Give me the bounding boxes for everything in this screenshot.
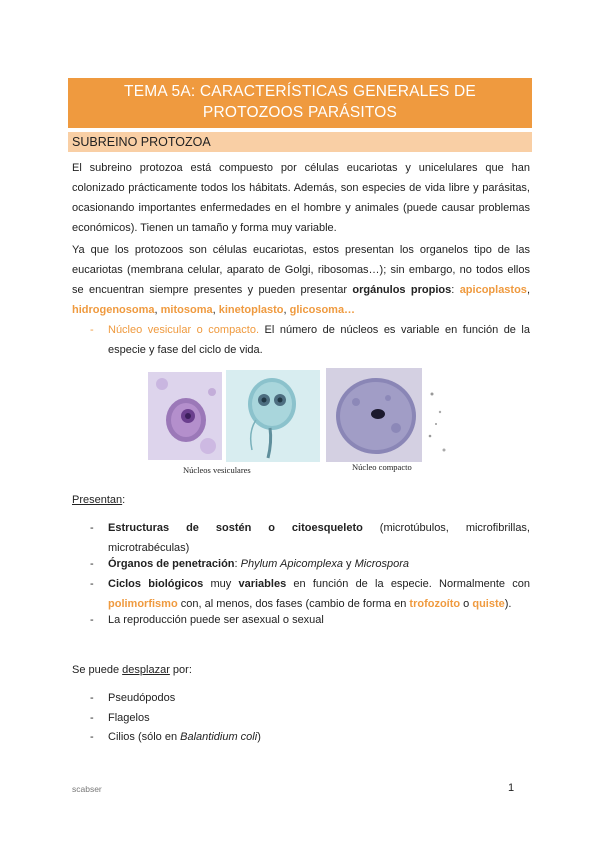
organelle-apicoplastos: apicoplastos	[459, 284, 527, 296]
organos-bold: Órganos de penetración	[108, 558, 235, 570]
ciclos-t5: ).	[504, 598, 512, 610]
organelles-text: Ya que los protozoos son células eucariotas, estos presentan los organelos tipo de las eucariotas (membrana celular, aparato de Golgi, ribosomas…); sin embargo, no todos ellos se encuentran siempre presentes y pueden presentar	[72, 244, 530, 296]
desplazar-t1: Se puede	[72, 664, 123, 676]
reproduccion-text: La reproducción puede ser asexual o sexual	[108, 614, 324, 626]
figure-specks	[426, 372, 450, 458]
nucleus-text: El número de núcleos es variable en función de la especie y fase del ciclo de vida.	[108, 324, 530, 356]
presentan-label: Presentan	[72, 494, 123, 506]
cilios-italic: Balantidium coli	[180, 731, 258, 743]
nucleus-highlight: Núcleo vesicular o compacto.	[108, 324, 260, 336]
bullet-dash: -	[90, 324, 94, 336]
caption-vesicular: Núcleos vesiculares	[183, 465, 251, 475]
flagelos-text: Flagelos	[108, 712, 150, 724]
presentan-colon: :	[122, 494, 126, 506]
micrograph-compact	[326, 368, 422, 462]
page-number: 1	[508, 782, 515, 794]
cilios-end: )	[257, 731, 261, 743]
bullet-pseudopodos: - Pseudópodos	[90, 692, 176, 704]
micrograph-vesicular-2	[226, 370, 320, 462]
organelle-glicosoma: glicosoma…	[289, 304, 356, 316]
pseudopodos-text: Pseudópodos	[108, 692, 176, 704]
footer-author: scabser	[72, 784, 102, 794]
ciclos-bold: Ciclos biológicos	[108, 578, 204, 590]
bullet-cilios: - Cilios (sólo en Balantidium coli)	[90, 731, 261, 743]
page-title	[68, 78, 532, 128]
desplazar-heading	[72, 660, 530, 680]
title-line-2: PROTOZOOS PARÁSITOS	[202, 104, 398, 121]
organos-italic-1: Phylum Apicomplexa	[240, 558, 343, 570]
organos-and: y	[342, 558, 355, 570]
caption-compact: Núcleo compacto	[352, 462, 412, 472]
sep: ,	[212, 304, 219, 316]
ciclos-t1: muy	[203, 578, 239, 590]
ciclos-t3: con, al menos, dos fases (cambio de forma en	[177, 598, 410, 610]
ciclos-t4: o	[460, 598, 473, 610]
intro-paragraph: El subreino protozoa está compuesto por células eucariotas y unicelulares que han colonizado prácticamente todos los hábitats. Además, son especies de vida libre y parásitas, ocasionando importantes enfermedades en el hombre y animales (puede causar problemas económicos). Tienen un tamaño y forma muy variable.	[72, 162, 530, 234]
organelle-mitosoma: mitosoma	[160, 304, 213, 316]
bullet-flagelos: - Flagelos	[90, 712, 150, 724]
organelles-paragraph	[72, 240, 530, 320]
ciclos-bold-2: variables	[238, 578, 287, 590]
presentan-heading	[72, 490, 530, 510]
section-heading: SUBREINO PROTOZOA	[68, 132, 532, 152]
sep: ,	[526, 284, 530, 296]
desplazar-underline: desplazar	[122, 664, 170, 676]
trofozoito: trofozoíto	[409, 598, 461, 610]
bullet-reproduccion: - La reproducción puede ser asexual o sexual	[90, 614, 324, 626]
organelles-colon: :	[451, 284, 455, 296]
quiste: quiste	[472, 598, 505, 610]
bullet-ciclos: - Ciclos biológicos muy variables en función de la especie. Normalmente con polimorfismo con, al menos, dos fases (cambio de forma en trofozoíto o quiste).	[90, 578, 530, 610]
bullet-estructuras: - Estructuras de sostén o citoesqueleto (microtúbulos, microfibrillas, microtrabéculas)	[90, 522, 530, 554]
estructuras-bold: Estructuras de sostén o citoesqueleto	[108, 522, 363, 534]
organelle-kinetoplasto: kinetoplasto	[218, 304, 284, 316]
cilios-text: Cilios (sólo en	[108, 731, 181, 743]
desplazar-t2: por:	[169, 664, 192, 676]
estructuras-text: (microtúbulos, microfibrillas, microtrabéculas)	[108, 522, 530, 554]
sep: ,	[154, 304, 161, 316]
organos-italic-2: Microspora	[354, 558, 409, 570]
nucleus-bullet	[90, 320, 530, 360]
polimorfismo: polimorfismo	[108, 598, 178, 610]
bullet-organos: - Órganos de penetración: Phylum Apicomplexa y Microspora	[90, 558, 409, 570]
organelles-bold: orgánulos propios	[352, 284, 452, 296]
organelle-hidrogenosoma: hidrogenosoma	[72, 304, 155, 316]
organos-sep: :	[234, 558, 241, 570]
ciclos-t2: en función de la especie. Normalmente con	[286, 578, 530, 590]
sep: ,	[283, 304, 290, 316]
title-line-1: TEMA 5A: CARACTERÍSTICAS GENERALES DE	[124, 83, 476, 100]
micrograph-vesicular-1	[148, 372, 222, 460]
